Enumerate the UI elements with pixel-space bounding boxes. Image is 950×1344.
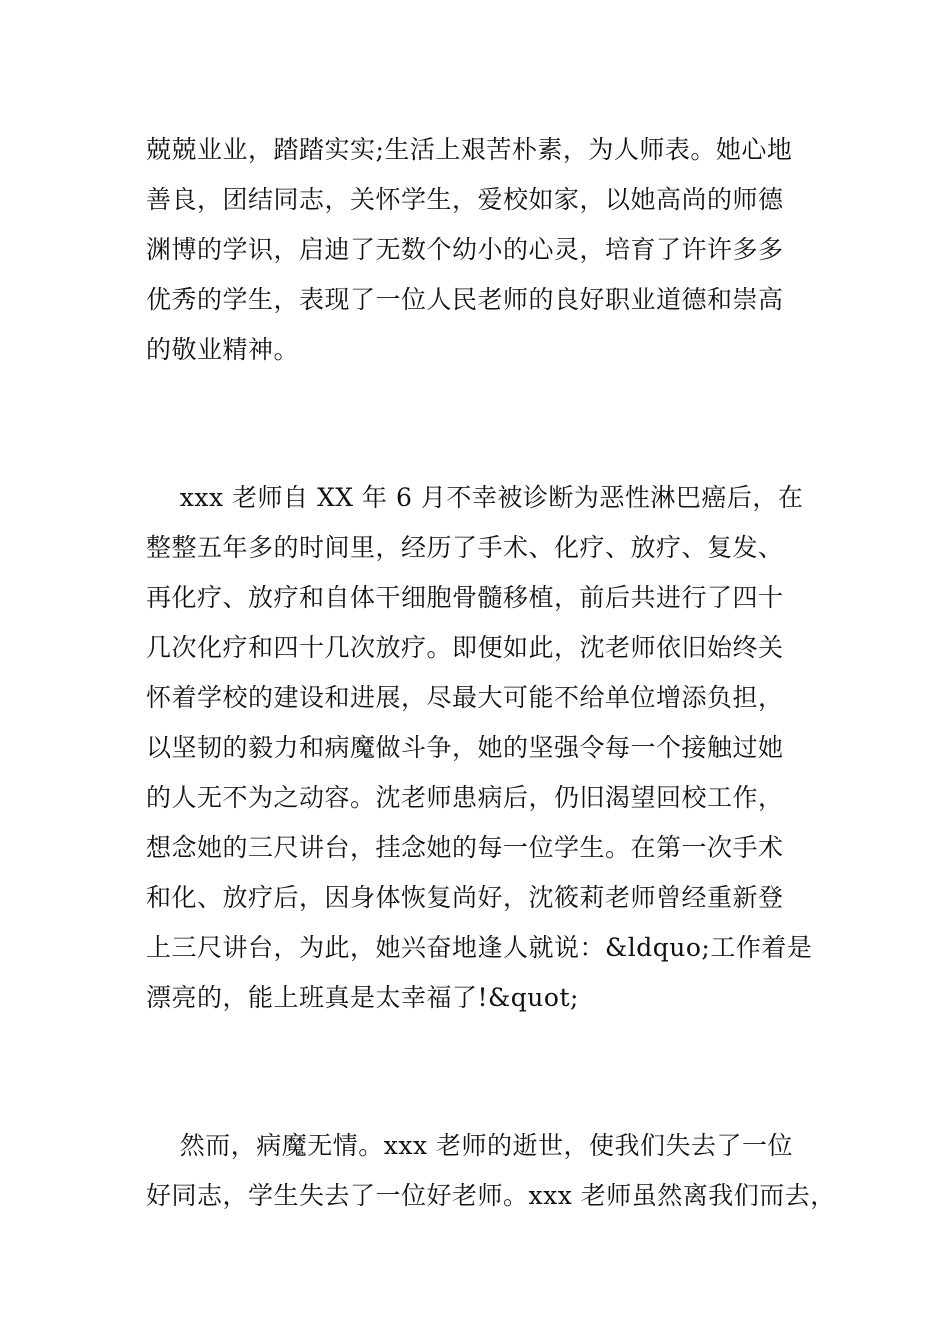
text-line: 想念她的三尺讲台，挂念她的每一位学生。在第一次手术 <box>146 833 784 862</box>
text-line: 渊博的学识，启迪了无数个幼小的心灵，培育了许许多多 <box>146 235 784 264</box>
text-line: 然而，病魔无情。xxx 老师的逝世，使我们失去了一位 <box>146 1131 794 1160</box>
text-line: 几次化疗和四十几次放疗。即便如此，沈老师依旧始终关 <box>146 633 784 662</box>
text-line: 好同志，学生失去了一位好老师。xxx 老师虽然离我们而去， <box>146 1181 836 1210</box>
text-line: 和化、放疗后，因身体恢复尚好，沈筱莉老师曾经重新登 <box>146 883 784 912</box>
text-line: 漂亮的，能上班真是太幸福了!&quot; <box>146 983 579 1012</box>
text-line: 兢兢业业，踏踏实实;生活上艰苦朴素，为人师表。她心地 <box>146 135 793 164</box>
text-line: xxx 老师自 XX 年 6 月不幸被诊断为恶性淋巴癌后，在 <box>146 483 804 512</box>
text-line: 整整五年多的时间里，经历了手术、化疗、放疗、复发、 <box>146 533 784 562</box>
text-line: 优秀的学生，表现了一位人民老师的良好职业道德和崇高 <box>146 285 784 314</box>
text-line: 再化疗、放疗和自体干细胞骨髓移植，前后共进行了四十 <box>146 583 784 612</box>
text-line: 怀着学校的建设和进展，尽最大可能不给单位增添负担， <box>146 683 784 712</box>
text-line: 善良，团结同志，关怀学生，爱校如家，以她高尚的师德 <box>146 185 784 214</box>
text-line: 上三尺讲台，为此，她兴奋地逢人就说：&ldquo;工作着是 <box>146 933 813 962</box>
text-line: 以坚韧的毅力和病魔做斗争，她的坚强令每一个接触过她 <box>146 733 784 762</box>
text-line: 的人无不为之动容。沈老师患病后，仍旧渴望回校工作， <box>146 783 784 812</box>
text-line: 的敬业精神。 <box>146 335 300 364</box>
